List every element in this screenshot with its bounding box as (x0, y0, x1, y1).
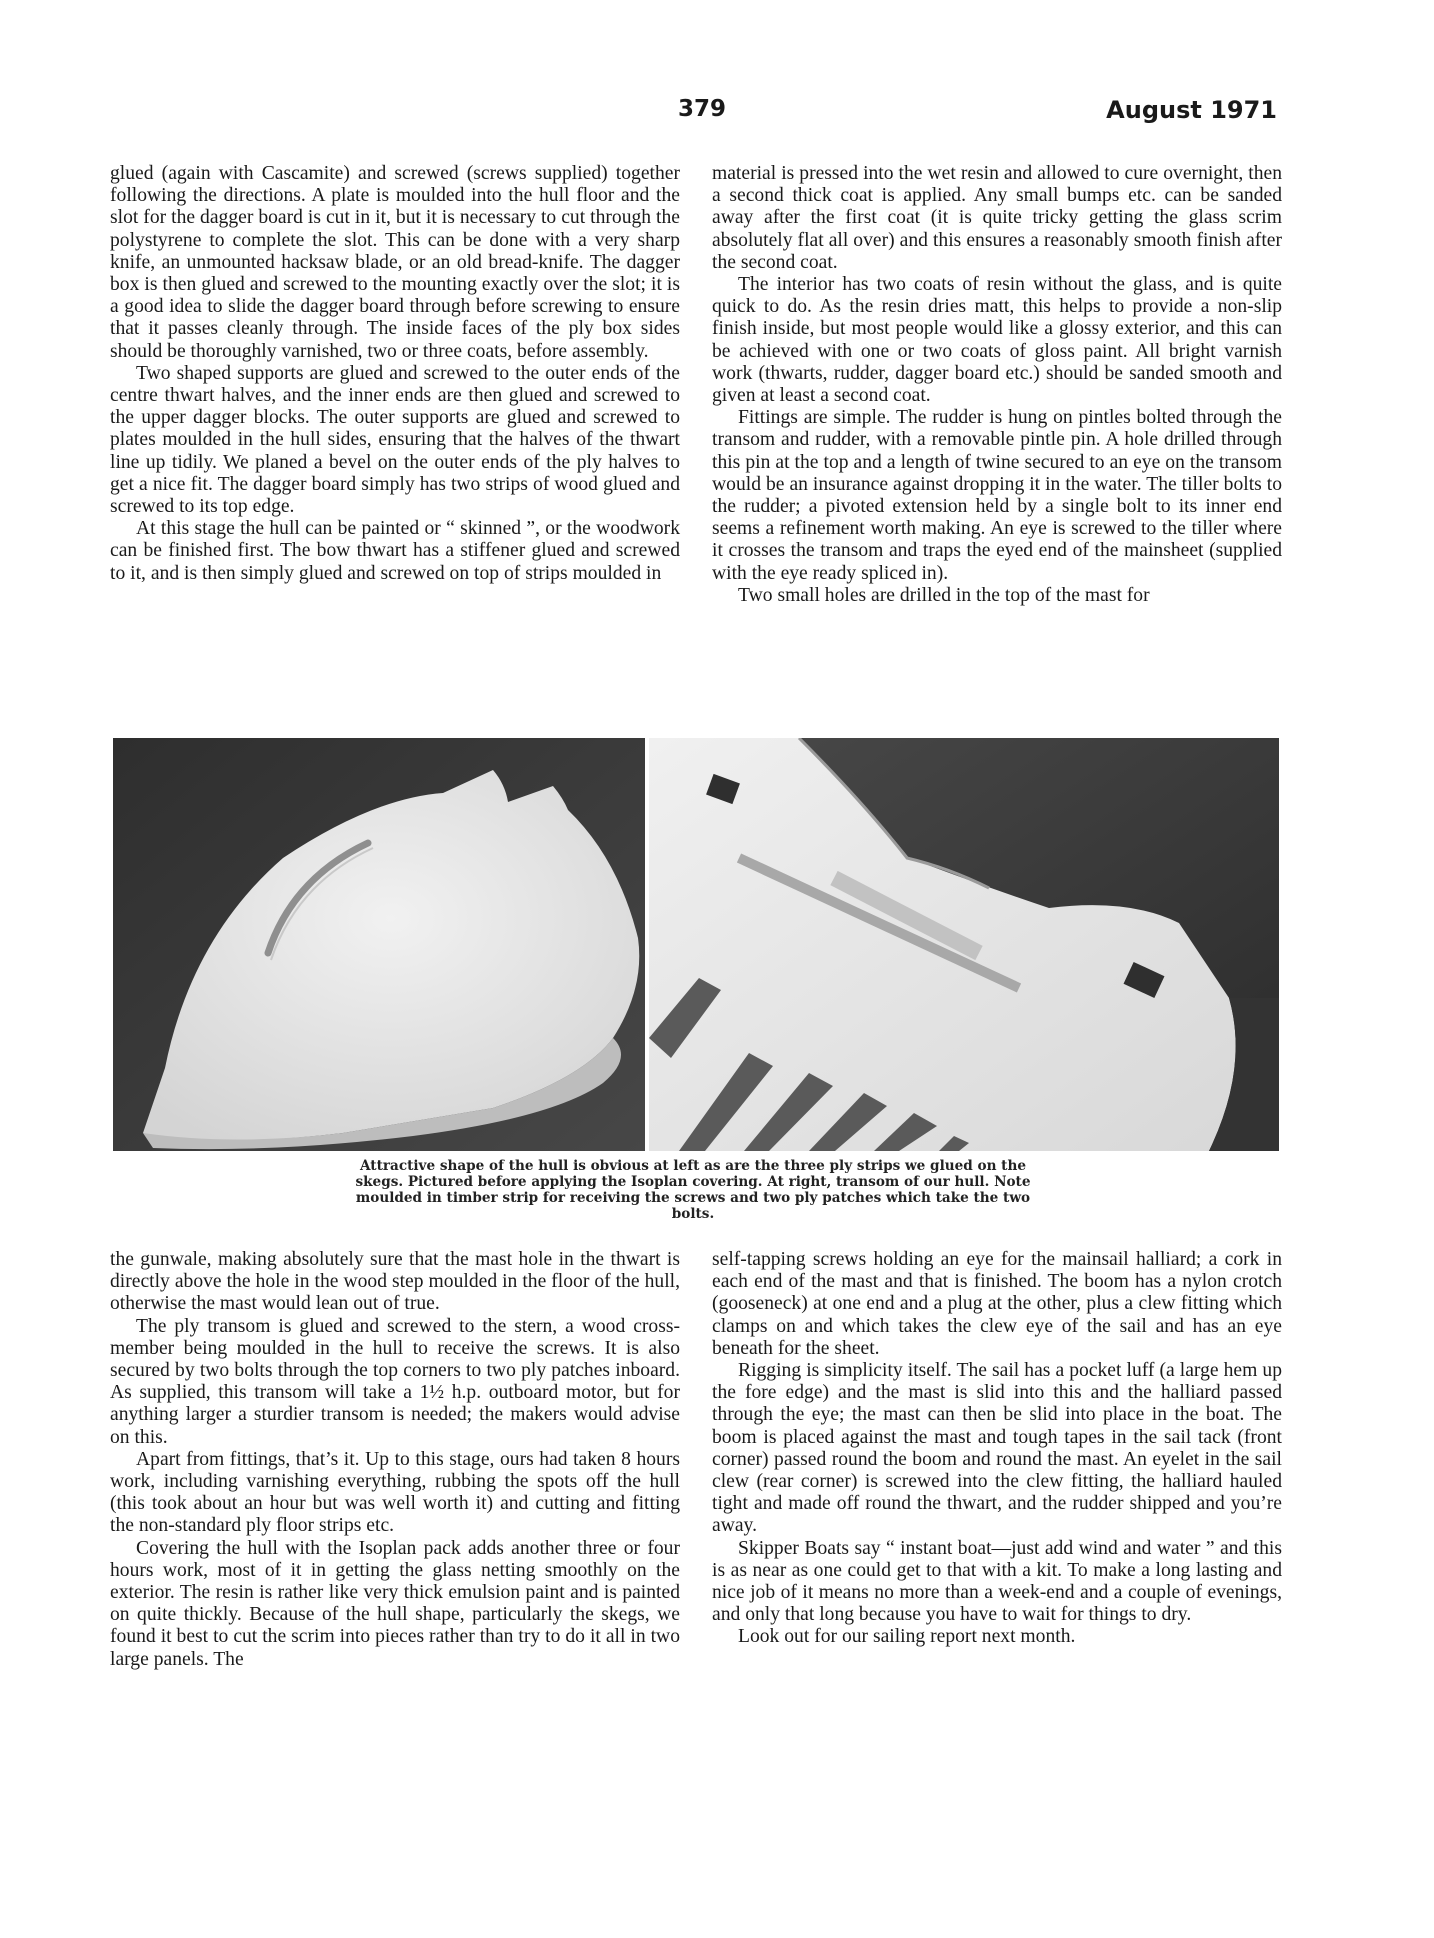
column-bottom-right (712, 1249, 1282, 1649)
paragraph: Two shaped supports are glued and screwed to the outer ends of the centre thwart halves, and the inner ends are then glued and screwed to the upper dagger blocks. The outer supports are glued and screwed to plates moulded in the hull sides, ensuring that the halves of the thwart line up tidily. We planed a bevel on the outer ends of the ply halves to get a nice fit. The dagger board simply has two strips of wood glued and screwed to its top edge. (110, 362, 680, 518)
hull-image (113, 738, 645, 1151)
paragraph: glued (again with Cascamite) and screwed (screws supplied) together following the directions. A plate is moulded into the hull floor and the slot for the dagger board is cut in it, but it is necessary to cut through the polystyrene to complete the slot. This can be done with a very sharp knife, an unmounted hacksaw blade, or an old bread-knife. The dagger box is then glued and screwed to the mounting exactly over the slot; it is a good idea to slide the dagger board through before screwing to ensure that it passes cleanly through. The inside faces of the ply box sides should be thoroughly varnished, two or three coats, before assembly. (110, 163, 680, 362)
transom-photo (649, 738, 1279, 1151)
paragraph: material is pressed into the wet resin and allowed to cure overnight, then a second thick coat is applied. Any small bumps etc. can be sanded away after the first coat (it is quite tricky getting the glass scrim absolutely flat all over) and this ensures a reasonably smooth finish after the second coat. (712, 163, 1282, 273)
paragraph: Rigging is simplicity itself. The sail has a pocket luff (a large hem up the fore edge) and the mast is slid into this and the halliard passed through the eye; the mast can then be slid into place in the boat. The boom is placed against the mast and tough tapes in the sail tack (front corner) passed round the boom and round the mast. An eyelet in the sail clew (rear corner) is screwed into the clew fitting, the halliard hauled tight and made off round the thwart, and the rudder shipped and you’re away. (712, 1360, 1282, 1537)
paragraph: self-tapping screws holding an eye for the mainsail halliard; a cork in each end of the mast and that is finished. The boom has a nylon crotch (gooseneck) at one end and a plug at the other, plus a clew fitting which clamps on and which takes the clew eye of the sail and has an eye beneath for the sheet. (712, 1249, 1282, 1359)
paragraph: Covering the hull with the Isoplan pack adds another three or four hours work, most of it in getting the glass netting smoothly on the exterior. The resin is rather like very thick emulsion paint and is painted on quite thickly. Because of the hull shape, particularly the skegs, we found it best to cut the scrim into pieces rather than try to do it all in two large panels. The (110, 1537, 680, 1670)
transom-image (649, 738, 1279, 1151)
hull-photo (113, 738, 645, 1151)
paragraph: At this stage the hull can be painted or “ skinned ”, or the woodwork can be finished first. The bow thwart has a stiffener glued and screwed to it, and is then simply glued and screwed on top of strips moulded in (110, 518, 680, 584)
photo-caption: Attractive shape of the hull is obvious at left as are the three ply strips we glued on the skegs. Pictured before applying the Isoplan covering. At right, transom of our hull. Note moulded in timber strip for receiving the screws and two ply patches which take the two bolts. (355, 1158, 1031, 1222)
page-header (0, 96, 1434, 126)
issue-date: August 1971 (1106, 96, 1277, 124)
paragraph: The ply transom is glued and screwed to the stern, a wood cross-member being moulded in the hull to receive the screws. It is also secured by two bolts through the top corners to two ply patches inboard. As supplied, this transom will take a 1½ h.p. outboard motor, but for anything larger a sturdier transom is needed; the makers would advise on this. (110, 1315, 680, 1448)
column-top-left (110, 163, 680, 585)
column-bottom-left (110, 1249, 680, 1671)
page-number: 379 (678, 96, 727, 122)
column-top-right (712, 163, 1282, 607)
paragraph: Fittings are simple. The rudder is hung on pintles bolted through the transom and rudder, with a removable pintle pin. A hole drilled through this pin at the top and a length of twine secured to an eye on the transom would be an insurance against dropping it in the water. The tiller bolts to the rudder; a pivoted extension held by a single bolt to its inner end seems a refinement worth making. An eye is screwed to the tiller where it crosses the transom and traps the eyed end of the mainsheet (supplied with the eye ready spliced in). (712, 407, 1282, 584)
photo-figure (113, 738, 1279, 1151)
paragraph: Look out for our sailing report next month. (738, 1626, 1076, 1648)
paragraph: Apart from fittings, that’s it. Up to this stage, ours had taken 8 hours work, including varnishing everything, rubbing the spots off the hull (this took about an hour but was well worth it) and cutting and fitting the non-standard ply floor strips etc. (110, 1448, 680, 1537)
paragraph: the gunwale, making absolutely sure that the mast hole in the thwart is directly above the hole in the wood step moulded in the floor of the hull, otherwise the mast would lean out of true. (110, 1249, 680, 1315)
paragraph: The interior has two coats of resin without the glass, and is quite quick to do. As the resin dries matt, this helps to provide a non-slip finish inside, but most people would like a glossy exterior, and this can be achieved with one or two coats of gloss paint. All bright varnish work (thwarts, rudder, dagger board etc.) should be sanded smooth and given at least a second coat. (712, 274, 1282, 407)
paragraph: Skipper Boats say “ instant boat—just add wind and water ” and this is as near as one could get to that with a kit. To make a long lasting and nice job of it means no more than a week-end and a couple of evenings, and only that long because you have to wait for things to dry. (712, 1537, 1282, 1626)
paragraph: Two small holes are drilled in the top of the mast for (738, 584, 1150, 606)
